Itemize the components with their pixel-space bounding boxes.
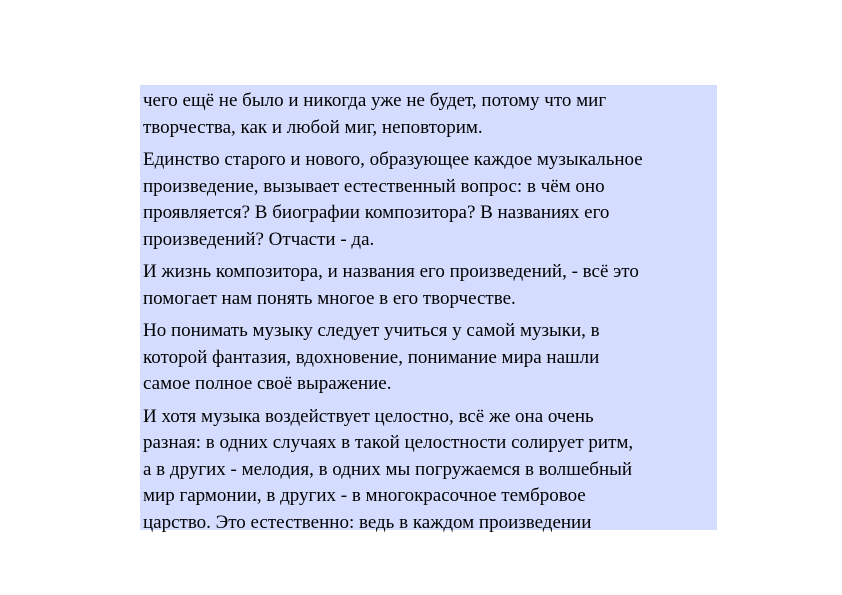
paragraph-line: Но понимать музыку следует учиться у самой музыки, в (143, 320, 600, 341)
paragraph-line: помогает нам понять многое в его творчестве. (143, 287, 516, 309)
paragraph-4 (143, 318, 717, 398)
paragraph-1 (143, 88, 717, 141)
paragraph-line: проявляется? В биографии композитора? В названиях его (143, 202, 610, 223)
highlighted-text-block (140, 85, 717, 533)
paragraph-3 (143, 259, 717, 312)
paragraph-line: мир гармонии, в других - в многокрасочное тембровое (143, 485, 586, 506)
paragraph-2 (143, 147, 717, 253)
paragraph-line: которой фантазия, вдохновение, понимание мира нашли (143, 346, 600, 368)
paragraph-line: самое полное своё выражение. (143, 373, 392, 394)
paragraph-line: творчества, как и любой миг, неповторим. (143, 116, 483, 138)
paragraph-line: царство. Это естественно: ведь в каждом произведении (143, 511, 592, 533)
paragraph-line: произведений? Отчасти - да. (143, 228, 375, 250)
paragraph-line: И хотя музыка воздействует целостно, всё же она очень (143, 405, 594, 427)
paragraph-line: а в других - мелодия, в одних мы погружаемся в волшебный (143, 458, 633, 480)
paragraph-line: произведение, вызывает естественный вопрос: в чём оно (143, 175, 605, 197)
paragraph-line: разная: в одних случаях в такой целостности солирует ритм, (143, 432, 634, 453)
paragraph-line: Единство старого и нового, образующее каждое музыкальное (143, 149, 643, 170)
paragraph-line: И жизнь композитора, и названия его произведений, - всё это (143, 261, 639, 282)
paragraph-5 (143, 404, 717, 537)
paragraph-line: чего ещё не было и никогда уже не будет, потому что миг (143, 90, 607, 111)
